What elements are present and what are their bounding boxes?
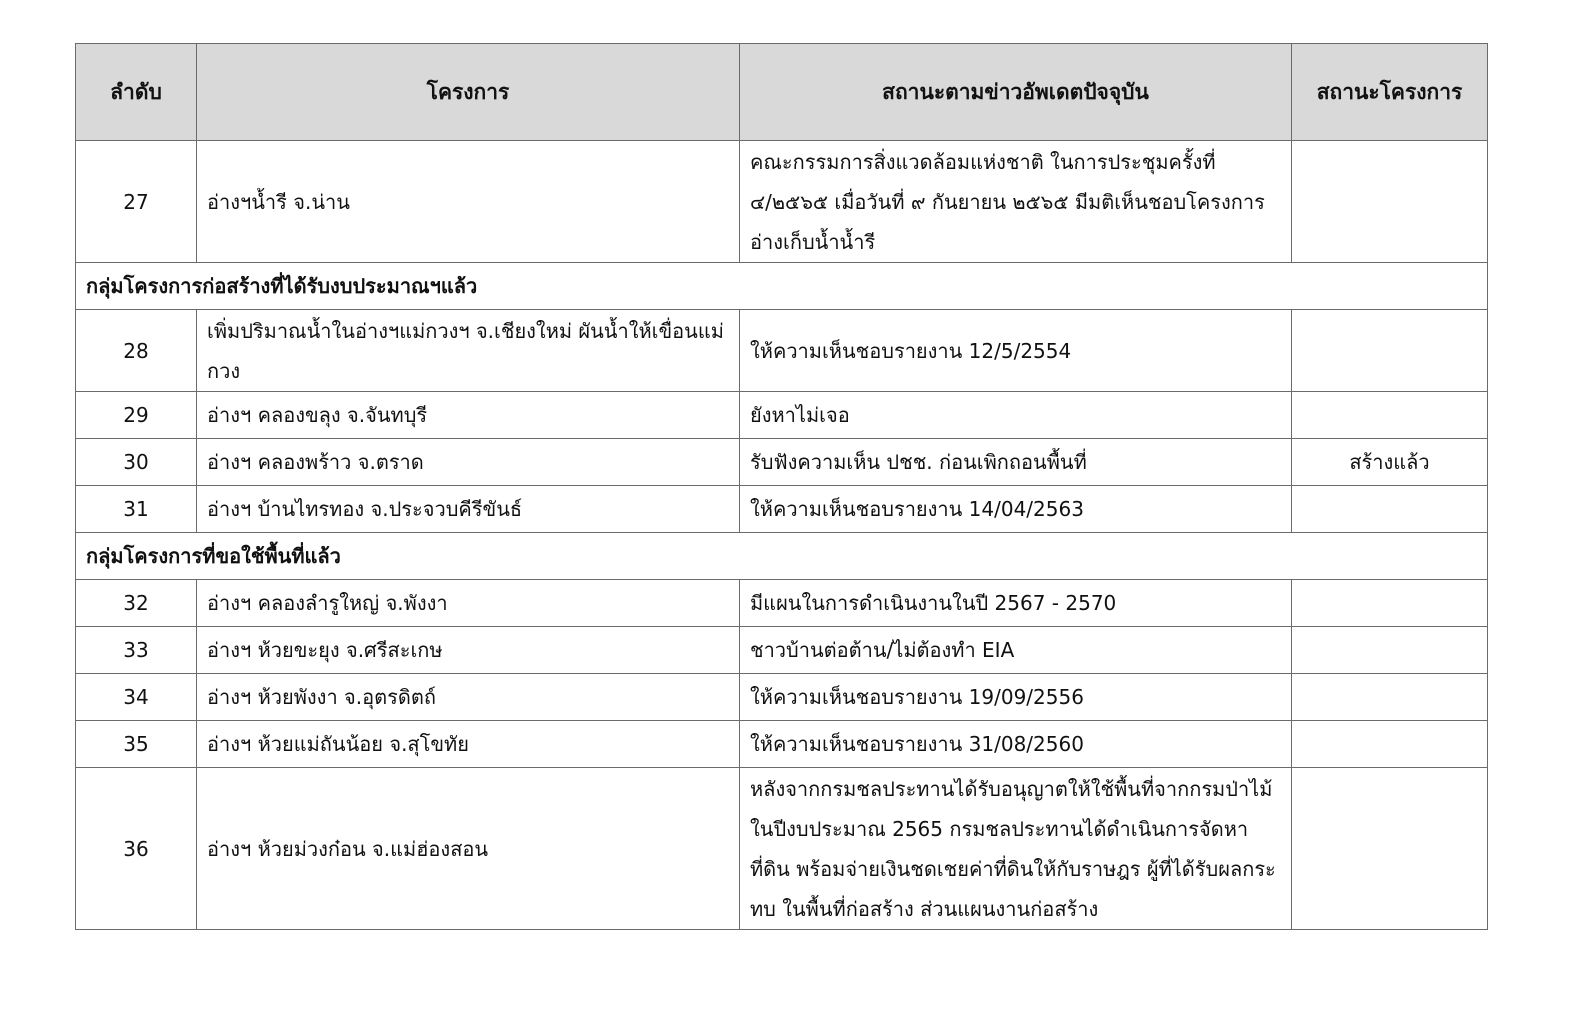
table-row	[76, 580, 1488, 627]
row-news-status: ให้ความเห็นชอบรายงาน 19/09/2556	[740, 674, 1292, 721]
row-index: 32	[76, 580, 197, 627]
table-row	[76, 674, 1488, 721]
row-project-status	[1292, 141, 1488, 263]
row-project-status	[1292, 486, 1488, 533]
group-label-budget: กลุ่มโครงการก่อสร้างที่ได้รับงบประมาณฯแล้ว	[76, 263, 1488, 310]
table-row	[76, 768, 1488, 930]
row-news-status: รับฟังความเห็น ปชช. ก่อนเพิกถอนพื้นที่	[740, 439, 1292, 486]
header-index: ลำดับ	[76, 44, 197, 141]
table-row	[76, 392, 1488, 439]
row-project-status	[1292, 627, 1488, 674]
group-row	[76, 533, 1488, 580]
row-index: 35	[76, 721, 197, 768]
row-index: 30	[76, 439, 197, 486]
header-row	[76, 44, 1488, 141]
row-project-status	[1292, 674, 1488, 721]
row-project-status	[1292, 392, 1488, 439]
row-news-status: ยังหาไม่เจอ	[740, 392, 1292, 439]
row-project: เพิ่มปริมาณน้ำในอ่างฯแม่กวงฯ จ.เชียงใหม่ ผันน้ำให้เขื่อนแม่กวง	[197, 310, 740, 392]
group-label-land: กลุ่มโครงการที่ขอใช้พื้นที่แล้ว	[76, 533, 1488, 580]
projects-table	[75, 43, 1488, 930]
table-row	[76, 486, 1488, 533]
row-project: อ่างฯ ห้วยพังงา จ.อุตรดิตถ์	[197, 674, 740, 721]
table-row	[76, 141, 1488, 263]
table-row	[76, 721, 1488, 768]
row-news-status: มีแผนในการดำเนินงานในปี 2567 - 2570	[740, 580, 1292, 627]
row-project: อ่างฯ คลองพร้าว จ.ตราด	[197, 439, 740, 486]
row-index: 31	[76, 486, 197, 533]
row-index: 29	[76, 392, 197, 439]
row-news-status: ให้ความเห็นชอบรายงาน 31/08/2560	[740, 721, 1292, 768]
row-project: อ่างฯ ห้วยขะยุง จ.ศรีสะเกษ	[197, 627, 740, 674]
row-index: 27	[76, 141, 197, 263]
row-project-status	[1292, 310, 1488, 392]
row-project-status	[1292, 768, 1488, 930]
row-project: อ่างฯ คลองขลุง จ.จันทบุรี	[197, 392, 740, 439]
table-row	[76, 627, 1488, 674]
row-project: อ่างฯ ห้วยแม่ถันน้อย จ.สุโขทัย	[197, 721, 740, 768]
row-project-status: สร้างแล้ว	[1292, 439, 1488, 486]
header-project: โครงการ	[197, 44, 740, 141]
row-news-status: ให้ความเห็นชอบรายงาน 12/5/2554	[740, 310, 1292, 392]
row-index: 36	[76, 768, 197, 930]
table-row	[76, 310, 1488, 392]
row-project-status	[1292, 721, 1488, 768]
header-news-status: สถานะตามข่าวอัพเดตปัจจุบัน	[740, 44, 1292, 141]
row-news-status: หลังจากกรมชลประทานได้รับอนุญาตให้ใช้พื้นที่จากกรมป่าไม้ ในปีงบประมาณ 2565 กรมชลประทานได้ดำเนินการจัดหาที่ดิน พร้อมจ่ายเงินชดเชยค่าที่ดินให้กับราษฎร ผู้ที่ได้รับผลกระทบ ในพื้นที่ก่อสร้าง ส่วนแผนงานก่อสร้าง	[740, 768, 1292, 930]
table-row	[76, 439, 1488, 486]
row-project: อ่างฯ ห้วยม่วงก๋อน จ.แม่ฮ่องสอน	[197, 768, 740, 930]
row-index: 28	[76, 310, 197, 392]
group-row	[76, 263, 1488, 310]
row-news-status: คณะกรรมการสิ่งแวดล้อมแห่งชาติ ในการประชุมครั้งที่ ๔/๒๕๖๕ เมื่อวันที่ ๙ กันยายน ๒๕๖๕ มีมติเห็นชอบโครงการอ่างเก็บน้ำน้ำรี	[740, 141, 1292, 263]
row-news-status: ชาวบ้านต่อต้าน/ไม่ต้องทำ EIA	[740, 627, 1292, 674]
row-project-status	[1292, 580, 1488, 627]
row-project: อ่างฯ บ้านไทรทอง จ.ประจวบคีรีขันธ์	[197, 486, 740, 533]
row-news-status: ให้ความเห็นชอบรายงาน 14/04/2563	[740, 486, 1292, 533]
row-index: 33	[76, 627, 197, 674]
row-project: อ่างฯ คลองลำรูใหญ่ จ.พังงา	[197, 580, 740, 627]
row-index: 34	[76, 674, 197, 721]
header-project-status: สถานะโครงการ	[1292, 44, 1488, 141]
row-project: อ่างฯน้ำรี จ.น่าน	[197, 141, 740, 263]
